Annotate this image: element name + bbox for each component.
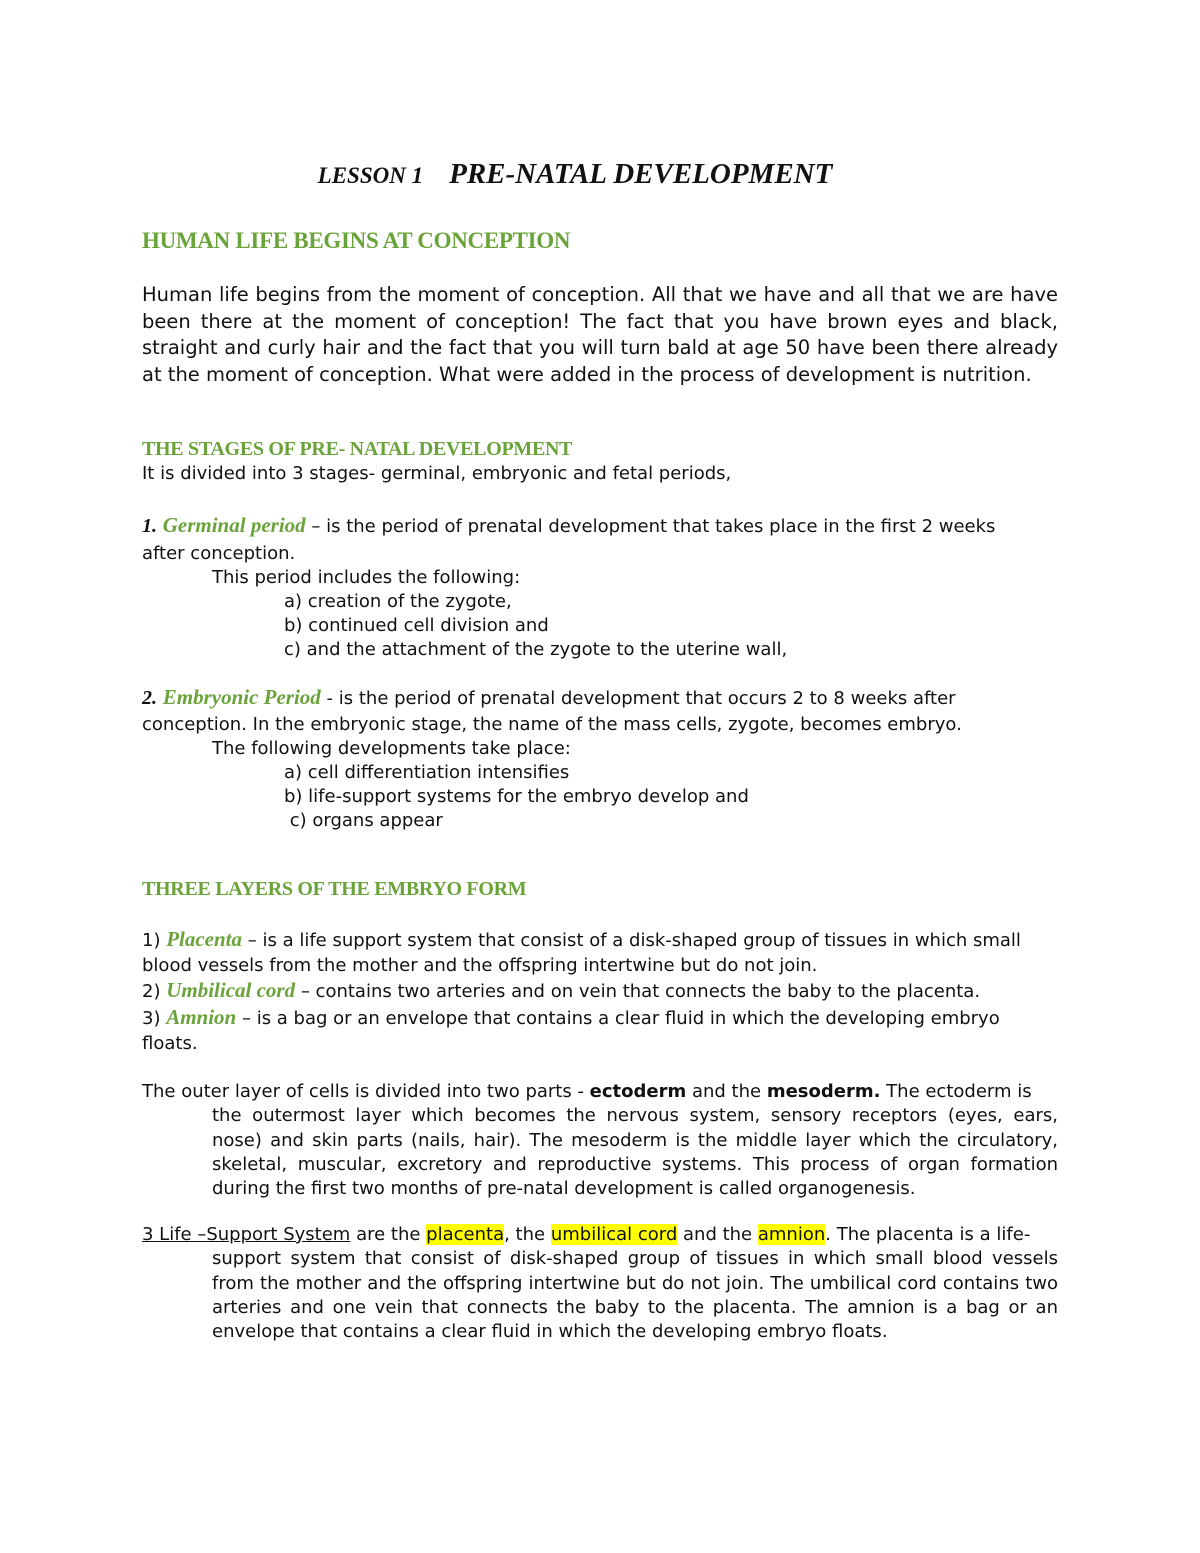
germinal-includes: This period includes the following:	[212, 567, 521, 588]
support-text: , the	[504, 1224, 551, 1245]
germinal-desc-cont: after conception.	[142, 543, 296, 564]
life-support-paragraph	[142, 1223, 1058, 1344]
embryonic-item: b) life-support systems for the embryo develop and	[284, 786, 749, 807]
germinal-item: b) continued cell division and	[284, 615, 549, 636]
section-heading-three-layers: THREE LAYERS OF THE EMBRYO FORM	[142, 878, 527, 900]
page-title	[0, 158, 1150, 191]
embryonic-item: c) organs appear	[284, 810, 443, 831]
germinal-period-line	[142, 513, 995, 539]
stages-intro: It is divided into 3 stages- germinal, embryonic and fetal periods,	[142, 463, 732, 484]
germinal-item: c) and the attachment of the zygote to the uterine wall,	[284, 639, 788, 660]
placenta-line	[142, 927, 1021, 953]
placenta-highlight: placenta	[426, 1224, 505, 1245]
umbilical-cord-highlight: umbilical cord	[550, 1224, 678, 1245]
germinal-number: 1.	[142, 515, 157, 537]
umbilical-term: Umbilical cord	[166, 978, 296, 1002]
germinal-term: Germinal period	[162, 513, 306, 537]
outer-and: and the	[686, 1081, 767, 1102]
embryonic-number: 2.	[142, 687, 157, 709]
amnion-desc: – is a bag or an envelope that contains a clear fluid in which the developing embryo	[236, 1008, 1000, 1029]
embryonic-desc-cont: conception. In the embryonic stage, the name of the mass cells, zygote, becomes embryo.	[142, 714, 962, 735]
amnion-desc-cont: floats.	[142, 1033, 198, 1054]
ectoderm-term: ectoderm	[589, 1081, 687, 1102]
umbilical-line	[142, 978, 980, 1004]
umbilical-prefix: 2)	[142, 981, 167, 1002]
mesoderm-term: mesoderm.	[766, 1081, 881, 1102]
placenta-desc-cont: blood vessels from the mother and the offspring intertwine but do not join.	[142, 955, 818, 976]
life-support-label: 3 Life –Support System	[142, 1224, 351, 1245]
support-text: . The placenta is a life-	[825, 1224, 1031, 1245]
outer-lead: The outer layer of cells is divided into two parts -	[142, 1081, 590, 1102]
embryonic-includes: The following developments take place:	[212, 738, 571, 759]
outer-rest: the outermost layer which becomes the nervous system, sensory receptors (eyes, ears, nose) and skin parts (nails, hair). The mesoderm is the middle layer which the circulatory, skeletal, muscular, excretory and reproductive systems. This process of organ formation during the first two months of pre-natal development is called organogenesis.	[212, 1105, 1058, 1200]
embryonic-term: Embryonic Period	[162, 685, 321, 709]
outer-layer-paragraph	[142, 1080, 1058, 1201]
section-heading-conception: HUMAN LIFE BEGINS AT CONCEPTION	[142, 228, 571, 253]
section-heading-stages: THE STAGES OF PRE- NATAL DEVELOPMENT	[142, 438, 573, 460]
placenta-prefix: 1)	[142, 930, 167, 951]
placenta-desc: – is a life support system that consist of a disk-shaped group of tissues in which small	[242, 930, 1021, 951]
conception-paragraph: Human life begins from the moment of conception. All that we have and all that we are have been there at the moment of conception! The fact that you have brown eyes and black, straight and curly hair and the fact that you will turn bald at age 50 have been there already at the moment of conception. What were added in the process of development is nutrition.	[142, 283, 1058, 386]
germinal-desc: – is the period of prenatal development that takes place in the first 2 weeks	[305, 516, 996, 537]
amnion-prefix: 3)	[142, 1008, 167, 1029]
support-text: are the	[350, 1224, 427, 1245]
amnion-line	[142, 1005, 1000, 1031]
amnion-term: Amnion	[166, 1005, 237, 1029]
support-rest: support system that consist of disk-shaped group of tissues in which small blood vessels from the mother and the offspring intertwine but do not join. The umbilical cord contains two arteries and one vein that connects the baby to the placenta. The amnion is a bag or an envelope that contains a clear fluid in which the developing embryo floats.	[212, 1248, 1058, 1343]
support-text: and the	[677, 1224, 758, 1245]
umbilical-desc: – contains two arteries and on vein that connects the baby to the placenta.	[295, 981, 981, 1002]
placenta-term: Placenta	[166, 927, 243, 951]
embryonic-desc: - is the period of prenatal development that occurs 2 to 8 weeks after	[320, 688, 956, 709]
lesson-topic: PRE-NATAL DEVELOPMENT	[449, 158, 833, 190]
outer-after: The ectoderm is	[880, 1081, 1032, 1102]
lesson-number: LESSON 1	[317, 163, 424, 188]
embryonic-period-line	[142, 685, 956, 711]
germinal-item: a) creation of the zygote,	[284, 591, 512, 612]
embryonic-item: a) cell differentiation intensifies	[284, 762, 570, 783]
amnion-highlight: amnion	[757, 1224, 826, 1245]
